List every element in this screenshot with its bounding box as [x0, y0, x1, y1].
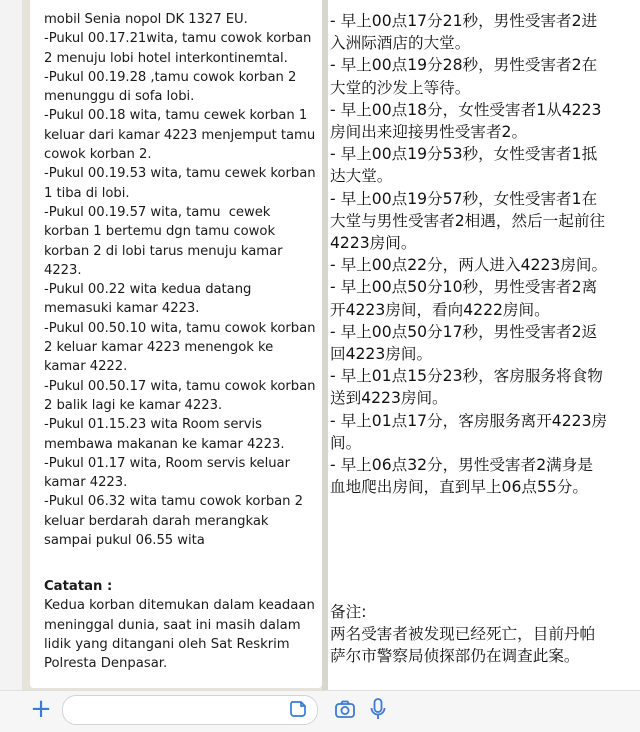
sticker-icon[interactable] [288, 699, 308, 719]
translation-text: - 早上00点17分21秒，男性受害者2进入洲际酒店的大堂。 - 早上00点19分28秒，男性受害者2在大堂的沙发上等待。 - 早上00点18分，女性受害者1从4223房间出来迎接男性受害者2。 - 早上00点19分53秒，女性受害者1抵达大堂。 - 早上00点19分57秒，女性受害者1在大堂与男性受害者2相遇，然后一起前往4223房间。 - 早上00点22分，两人进入4223房间。 - 早上00点50分10秒，男性受害者2离开4223房间，看向4222房间。 - 早上00点50分17秒，男性受害者2返回4223房间。 - 早上01点15分23秒，客房服务将食物送到4223房间。 - 早上01点17分，客房服务离开4223房间。 - 早上06点32分，男性受害者2满身是血地爬出房间，直到早上06点55分。 [330, 12, 608, 497]
message-text: mobil Senia nopol DK 1327 EU. -Pukul 00.17.21wita, tamu cowok korban 2 menuju lobi hotel interkontinemtal. -Pukul 00.19.28 ,tamu cowok korban 2 menunggu di sofa lobi. -Pukul 00.18 wita, tamu cewek korban 1 keluar dari kamar 4223 menjemput tamu cowok korban 2. -Pukul 00.19.53 wita, tamu cewek korban 1 tiba di lobi. -Pukul 00.19.57 wita, tamu cewek korban 1 bertemu dgn tamu cowok korban 2 di lobi tarus menuju kamar 4223. -Pukul 00.22 wita kedua datang memasuki kamar 4223. -Pukul 00.50.10 wita, tamu cowok korban 2 keluar kamar 4223 menengok ke kamar 4222. -Pukul 00.50.17 wita, tamu cowok korban 2 balik lagi ke kamar 4223. -Pukul 01.15.23 wita Room servis membawa makanan ke kamar 4223. -Pukul 01.17 wita, Room servis keluar kamar 4223. -Pukul 06.32 wita tamu cowok korban 2 keluar berdarah darah merangkak sampai pukul 06.55 wita [44, 12, 316, 549]
notes-body: Kedua korban ditemukan dalam keadaan meninggal dunia, saat ini masih dalam lidik yang ditangani oleh Sat Reskrim Polresta Denpasar. [44, 598, 320, 672]
microphone-icon[interactable] [368, 697, 388, 721]
plus-icon[interactable]: + [30, 694, 52, 724]
notes-heading: Catatan : [44, 579, 113, 594]
message-input[interactable] [62, 695, 318, 725]
message-notes [44, 577, 318, 673]
translation-notes-heading: 备注: [330, 603, 367, 621]
translation-notes-body: 两名受害者被发现已经死亡，目前丹帕萨尔市警察局侦探部仍在调查此案。 [330, 625, 596, 666]
translation-notes [330, 601, 608, 668]
camera-icon[interactable] [334, 698, 356, 720]
